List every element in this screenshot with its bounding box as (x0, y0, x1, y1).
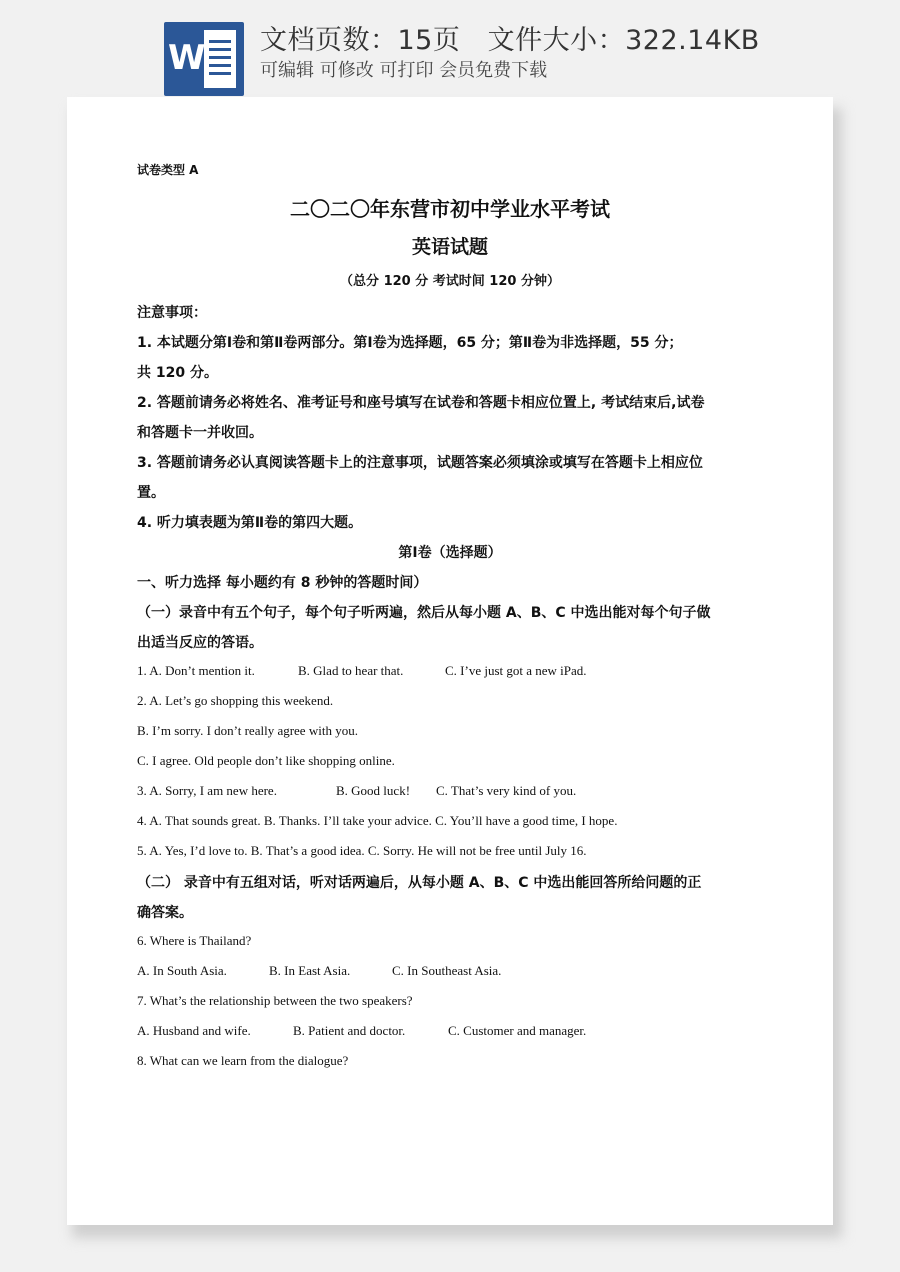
question-6-option-a: A. In South Asia. (137, 963, 227, 978)
notice-line: 3. 答题前请务必认真阅读答题卡上的注意事项，试题答案必须填涂或填写在答题卡上相应位 (137, 455, 703, 471)
question-7-option-b: B. Patient and doctor. (293, 1023, 406, 1038)
notice-heading: 注意事项： (137, 305, 207, 321)
notice-line: 4. 听力填表题为第Ⅱ卷的第四大题。 (137, 515, 363, 531)
question-1-option-b: B. Glad to hear that. (298, 663, 404, 678)
notice-line: 2. 答题前请务必将姓名、准考证号和座号填写在试卷和答题卡相应位置上, 考试结束后,试卷 (137, 395, 705, 411)
exam-title: 二〇二〇年东营市初中学业水平考试 (290, 197, 610, 221)
question-8: 8. What can we learn from the dialogue? (137, 1053, 349, 1068)
question-5: 5. A. Yes, I’d love to. B. That’s a good idea. C. Sorry. He will not be free until July 16. (137, 843, 587, 858)
question-7-option-c: C. Customer and manager. (448, 1023, 587, 1038)
question-1-option-a: 1. A. Don’t mention it. (137, 663, 255, 678)
notice-line: 1. 本试题分第Ⅰ卷和第Ⅱ卷两部分。第Ⅰ卷为选择题，65 分；第Ⅱ卷为非选择题，55 分； (137, 335, 683, 351)
word-document-icon (164, 22, 244, 96)
subsection-instruction: 出适当反应的答语。 (137, 635, 263, 651)
document-page (67, 97, 833, 1225)
question-2-option-a: 2. A. Let’s go shopping this weekend. (137, 693, 334, 708)
paper-type-label: 试卷类型 A (137, 163, 199, 177)
file-info-title: 文档页数：15页 文件大小：322.14KB (260, 25, 760, 56)
question-1-option-c: C. I’ve just got a new iPad. (445, 663, 587, 678)
exam-subject: 英语试题 (411, 236, 488, 258)
question-7: 7. What’s the relationship between the two speakers? (137, 993, 413, 1008)
question-2-option-c: C. I agree. Old people don’t like shopping online. (137, 753, 395, 768)
notice-line: 和答题卡一并收回。 (137, 425, 263, 441)
notice-line: 共 120 分。 (137, 365, 218, 381)
notice-line: 置。 (137, 485, 165, 501)
file-info-subtitle: 可编辑 可修改 可打印 会员免费下载 (260, 60, 548, 81)
question-3-option-c: C. That’s very kind of you. (436, 783, 577, 798)
word-icon-letter: W (168, 38, 206, 78)
question-3-option-b: B. Good luck! (336, 783, 411, 798)
section-title: 第Ⅰ卷（选择题） (398, 545, 502, 561)
subsection-instruction: 确答案。 (137, 905, 193, 921)
question-4: 4. A. That sounds great. B. Thanks. I’ll take your advice. C. You’ll have a good time, I hope. (137, 813, 618, 828)
question-6-option-b: B. In East Asia. (269, 963, 351, 978)
subsection-instruction: （一）录音中有五个句子，每个句子听两遍，然后从每小题 A、B、C 中选出能对每个句子做 (137, 605, 711, 621)
subsection-instruction: （二） 录音中有五组对话，听对话两遍后，从每小题 A、B、C 中选出能回答所给问题的正 (137, 875, 702, 891)
question-2-option-b: B. I’m sorry. I don’t really agree with you. (137, 723, 358, 738)
word-icon-page (204, 30, 236, 88)
question-7-option-a: A. Husband and wife. (137, 1023, 251, 1038)
question-6-option-c: C. In Southeast Asia. (392, 963, 502, 978)
question-3-option-a: 3. A. Sorry, I am new here. (137, 783, 277, 798)
download-banner (0, 0, 900, 100)
score-time-info: （总分 120 分 考试时间 120 分钟） (340, 274, 560, 289)
question-6: 6. Where is Thailand? (137, 933, 252, 948)
part1-heading: 一、听力选择 每小题约有 8 秒钟的答题时间） (137, 575, 428, 591)
